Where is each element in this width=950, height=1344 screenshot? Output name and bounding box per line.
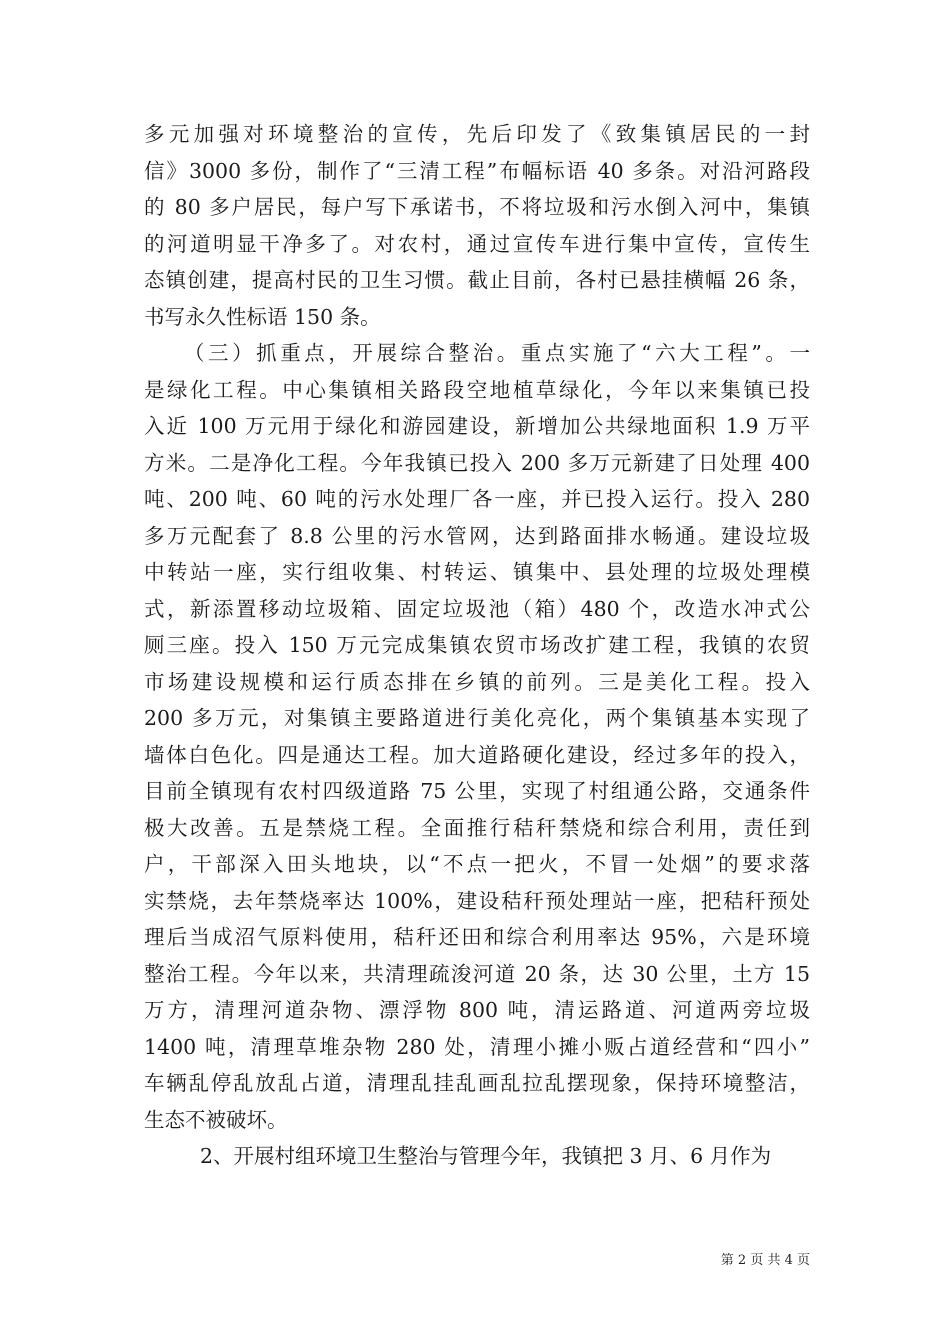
text-line: 市场建设规模和运行质态排在乡镇的前列。三是美化工程。投入 — [144, 669, 810, 694]
text-line: 多元加强对环境整治的宣传，先后印发了《致集镇居民的一封 — [144, 122, 810, 146]
page-number: 第 2 页 共 4 页 — [720, 1253, 810, 1268]
paragraph — [144, 116, 810, 335]
text-line: 是绿化工程。中心集镇相关路段空地植草绿化，今年以来集镇已投 — [144, 377, 810, 402]
text-line: 入近 100 万元用于绿化和游园建设，新增加公共绿地面积 1.9 万平 — [144, 414, 810, 438]
text-line: 厕三座。投入 150 万元完成集镇农贸市场改扩建工程，我镇的农贸 — [144, 633, 810, 657]
text-line: 万方，清理河道杂物、漂浮物 800 吨，清运路道、河道两旁垃圾 — [144, 998, 810, 1022]
text-line: 的 80 多户居民，每户写下承诺书，不将垃圾和污水倒入河中，集镇 — [144, 195, 810, 219]
paragraph — [144, 335, 810, 1138]
text-line: （三）抓重点，开展综合整治。重点实施了“六大工程”。一 — [184, 341, 810, 365]
text-line: 理后当成沼气原料使用，秸秆还田和综合利用率达 95%，六是环境 — [144, 925, 810, 949]
text-line: 态镇创建，提高村民的卫生习惯。截止目前，各村已悬挂横幅 26 条， — [144, 268, 810, 292]
text-line: 书写永久性标语 150 条。 — [144, 304, 381, 329]
text-line: 墙体白色化。四是通达工程。加大道路硬化建设，经过多年的投入， — [144, 742, 810, 767]
text-line: 多万元配套了 8.8 公里的污水管网，达到路面排水畅通。建设垃圾 — [144, 523, 810, 548]
text-line: 车辆乱停乱放乱占道，清理乱挂乱画乱拉乱摆现象，保持环境整洁， — [144, 1071, 810, 1095]
text-line: 方米。二是净化工程。今年我镇已投入 200 多万元新建了日处理 400 — [144, 450, 810, 475]
text-line: 整治工程。今年以来，共清理疏浚河道 20 条，达 30 公里，土方 15 — [144, 961, 810, 986]
text-line: 极大改善。五是禁烧工程。全面推行秸秆禁烧和综合利用，责任到 — [144, 815, 810, 840]
text-line: 户，干部深入田头地块，以“不点一把火，不冒一处烟”的要求落 — [144, 852, 810, 876]
text-line: 信》3000 多份，制作了“三清工程”布幅标语 40 多条。对沿河路段 — [144, 158, 810, 183]
text-line: 2、开展村组环境卫生整治与管理今年，我镇把 3 月、6 月作为 — [200, 1144, 772, 1168]
text-line: 中转站一座，实行组收集、村转运、镇集中、县处理的垃圾处理模 — [144, 560, 810, 584]
text-line: 生态不被破坏。 — [144, 1107, 288, 1132]
paragraph — [144, 1138, 810, 1175]
text-line: 的河道明显干净多了。对农村，通过宣传车进行集中宣传，宣传生 — [144, 231, 810, 256]
text-line: 目前全镇现有农村四级道路 75 公里，实现了村组通公路，交通条件 — [144, 779, 810, 803]
text-line: 式，新添置移动垃圾箱、固定垃圾池（箱）480 个，改造水冲式公 — [144, 596, 810, 621]
text-line: 实禁烧，去年禁烧率达 100%，建设秸秆预处理站一座，把秸秆预处 — [144, 888, 810, 913]
text-line: 1400 吨，清理草堆杂物 280 处，清理小摊小贩占道经营和“四小” — [144, 1034, 810, 1059]
text-line: 200 多万元，对集镇主要路道进行美化亮化，两个集镇基本实现了 — [144, 706, 810, 730]
text-line: 吨、200 吨、60 吨的污水处理厂各一座，并已投入运行。投入 280 — [144, 487, 810, 511]
body-text — [144, 116, 810, 1175]
